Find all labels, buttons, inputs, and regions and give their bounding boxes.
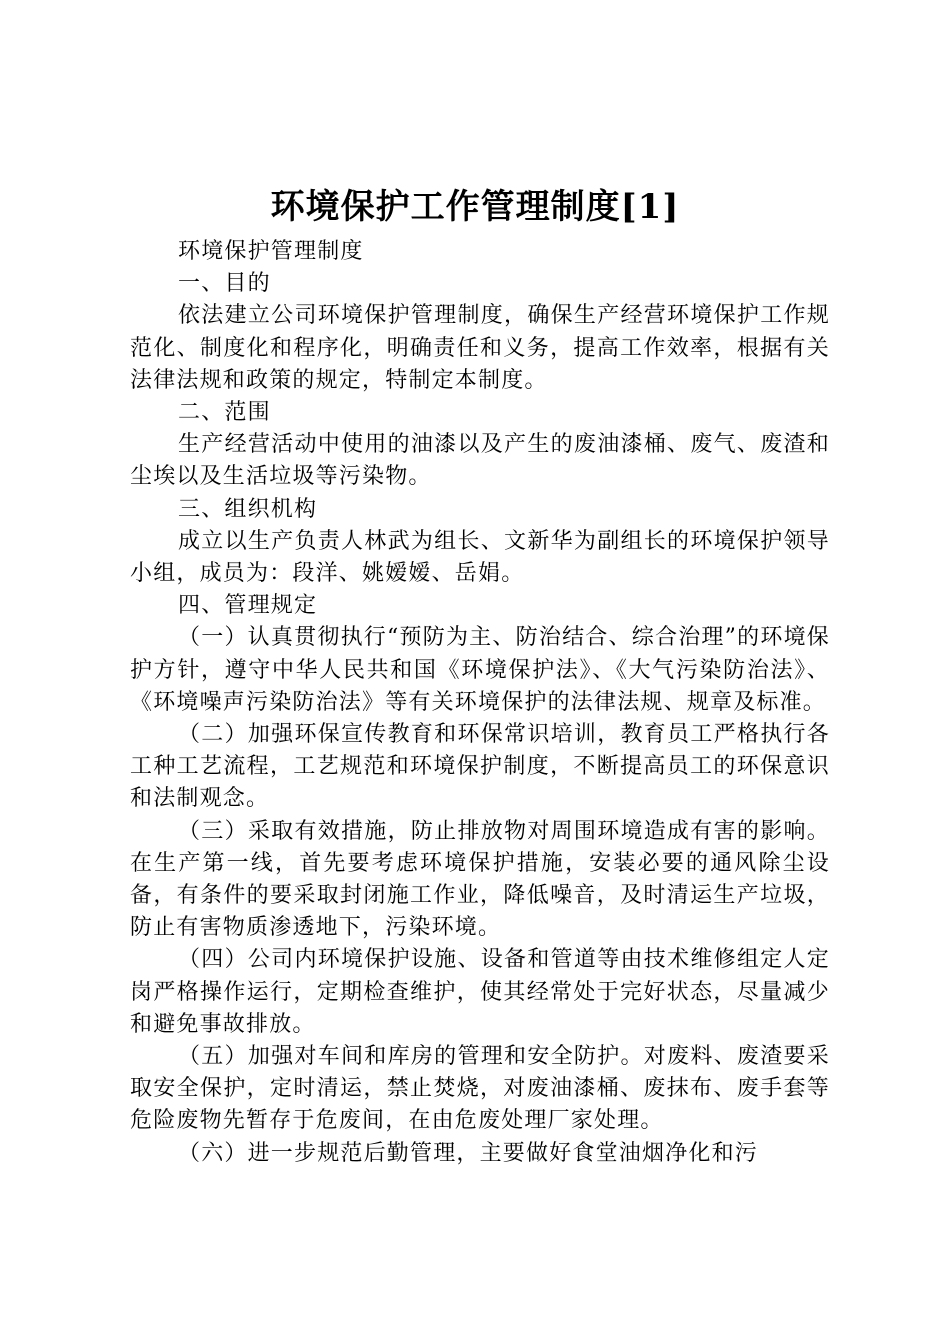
- paragraph: （一）认真贯彻执行“预防为主、防治结合、综合治理”的环境保护方针，遵守中华人民共和国《环境保护法》、《大气污染防治法》、《环境噪声污染防治法》等有关环境保护的法律法规、规章及标准。: [130, 625, 830, 715]
- paragraph: （四）公司内环境保护设施、设备和管道等由技术维修组定人定岗严格操作运行，定期检查维护，使其经常处于完好状态，尽量减少和避免事故排放。: [130, 947, 830, 1037]
- paragraph: 依法建立公司环境保护管理制度，确保生产经营环境保护工作规范化、制度化和程序化，明确责任和义务，提高工作效率，根据有关法律法规和政策的规定，特制定本制度。: [130, 303, 830, 393]
- section-heading: 一、目的: [178, 271, 271, 297]
- paragraph: （三）采取有效措施，防止排放物对周围环境造成有害的影响。在生产第一线，首先要考虑环境保护措施，安装必要的通风除尘设备，有条件的要采取封闭施工作业，降低噪音，及时清运生产垃圾，防止有害物质渗透地下，污染环境。: [130, 818, 830, 941]
- section-heading: 三、组织机构: [178, 496, 318, 522]
- section-heading: 环境保护管理制度: [178, 239, 364, 264]
- paragraph: （二）加强环保宣传教育和环保常识培训，教育员工严格执行各工种工艺流程，工艺规范和环境保护制度，不断提高员工的环保意识和法制观念。: [130, 722, 830, 812]
- document-title: 环境保护工作管理制度[1]: [270, 187, 680, 227]
- section-heading: 四、管理规定: [178, 593, 318, 619]
- paragraph: （五）加强对车间和库房的管理和安全防护。对废料、废渣要采取安全保护，定时清运，禁止焚烧，对废油漆桶、废抹布、废手套等危险废物先暂存于危废间，在由危废处理厂家处理。: [130, 1044, 830, 1134]
- paragraph: 生产经营活动中使用的油漆以及产生的废油漆桶、废气、废渣和尘埃以及生活垃圾等污染物。: [130, 432, 830, 490]
- section-heading: 二、范围: [178, 400, 271, 426]
- document-body: [130, 236, 830, 1170]
- paragraph: 成立以生产负责人林武为组长、文新华为副组长的环境保护领导小组，成员为：段洋、姚嫒嫒、岳娟。: [130, 528, 830, 587]
- paragraph: （六）进一步规范后勤管理，主要做好食堂油烟净化和污: [178, 1140, 759, 1166]
